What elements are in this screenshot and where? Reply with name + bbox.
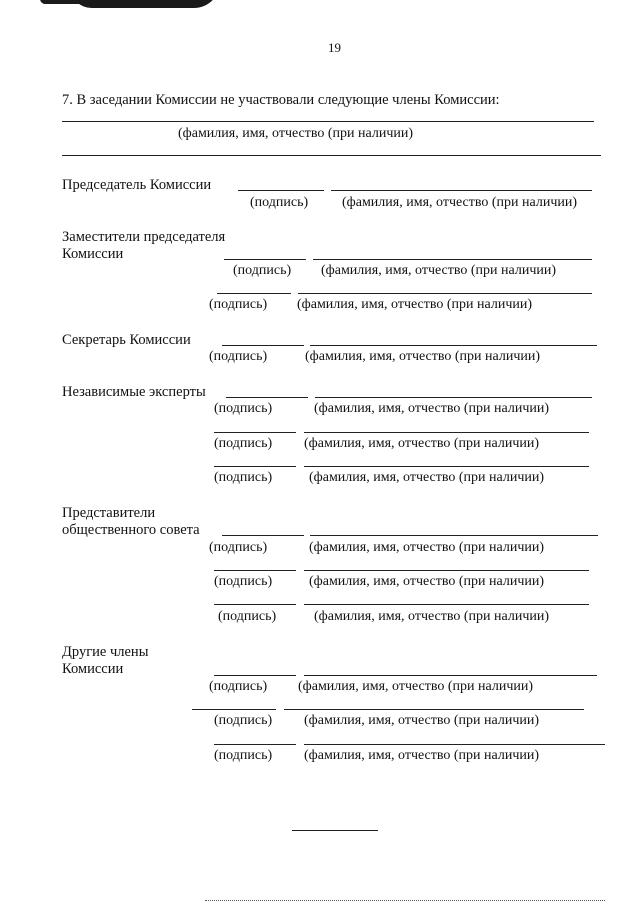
others-label-line2: Комиссии — [62, 661, 124, 677]
signature-caption: (подпись) — [214, 401, 273, 416]
fio-caption: (фамилия, имя, отчество (при наличии) — [309, 470, 545, 485]
fio-line — [310, 535, 598, 536]
signature-line — [214, 744, 296, 745]
fio-caption: (фамилия, имя, отчество (при наличии) — [298, 679, 534, 694]
page-bottom-edge — [0, 898, 640, 905]
fio-line — [310, 345, 597, 346]
deputies-label-line2: Комиссии — [62, 246, 124, 262]
signature-caption: (подпись) — [209, 679, 268, 694]
others-label-line1: Другие члены — [62, 644, 149, 660]
signature-line — [224, 259, 306, 260]
signature-caption: (подпись) — [250, 195, 309, 210]
fio-line — [304, 432, 589, 433]
signature-line — [192, 709, 276, 710]
fio-line — [331, 190, 592, 191]
fio-line — [298, 293, 592, 294]
fio-line — [304, 466, 589, 467]
fio-caption: (фамилия, имя, отчество (при наличии) — [304, 436, 540, 451]
absent-members-line — [62, 155, 601, 156]
fio-line — [284, 709, 584, 710]
signature-caption: (подпись) — [209, 540, 268, 555]
deputies-label-line1: Заместители председателя — [62, 229, 226, 245]
signature-line — [214, 466, 296, 467]
fio-caption: (фамилия, имя, отчество (при наличии) — [297, 297, 533, 312]
signature-caption: (подпись) — [214, 574, 273, 589]
fio-caption: (фамилия, имя, отчество (при наличии) — [309, 574, 545, 589]
signature-line — [217, 293, 291, 294]
fio-caption: (фамилия, имя, отчество (при наличии) — [304, 713, 540, 728]
signature-caption: (подпись) — [214, 748, 273, 763]
page-top-edge-shadow — [0, 0, 640, 12]
chairman-label: Председатель Комиссии — [62, 177, 212, 193]
fio-line — [304, 570, 589, 571]
signature-line — [214, 675, 296, 676]
signature-caption: (подпись) — [209, 349, 268, 364]
fio-caption: (фамилия, имя, отчество (при наличии) — [178, 126, 414, 141]
fio-line — [304, 604, 589, 605]
council-label-line1: Представители — [62, 505, 156, 521]
council-label-line2: общественного совета — [62, 522, 200, 538]
signature-caption: (подпись) — [233, 263, 292, 278]
fio-caption: (фамилия, имя, отчество (при наличии) — [314, 401, 550, 416]
secretary-label: Секретарь Комиссии — [62, 332, 191, 348]
signature-line — [238, 190, 324, 191]
fio-caption: (фамилия, имя, отчество (при наличии) — [305, 349, 541, 364]
signature-line — [214, 604, 296, 605]
absent-members-line — [62, 121, 594, 122]
fio-line — [315, 397, 592, 398]
fio-caption: (фамилия, имя, отчество (при наличии) — [309, 540, 545, 555]
signature-caption: (подпись) — [218, 609, 277, 624]
page-number: 19 — [328, 40, 341, 55]
scan-artifact — [40, 0, 100, 4]
fio-caption: (фамилия, имя, отчество (при наличии) — [314, 609, 550, 624]
signature-caption: (подпись) — [214, 713, 273, 728]
end-of-document-rule — [292, 830, 378, 831]
fio-caption: (фамилия, имя, отчество (при наличии) — [304, 748, 540, 763]
signature-line — [214, 432, 296, 433]
signature-caption: (подпись) — [209, 297, 268, 312]
fio-line — [304, 675, 597, 676]
signature-line — [226, 397, 308, 398]
signature-caption: (подпись) — [214, 470, 273, 485]
signature-caption: (подпись) — [214, 436, 273, 451]
fio-line — [313, 259, 592, 260]
fio-caption: (фамилия, имя, отчество (при наличии) — [342, 195, 578, 210]
experts-label: Независимые эксперты — [62, 384, 206, 400]
scan-artifact — [205, 900, 605, 901]
section-heading: 7. В заседании Комиссии не участвовали следующие члены Комиссии: — [62, 92, 500, 108]
signature-line — [222, 345, 304, 346]
fio-caption: (фамилия, имя, отчество (при наличии) — [321, 263, 557, 278]
fio-line — [304, 744, 605, 745]
signature-line — [222, 535, 304, 536]
signature-line — [214, 570, 296, 571]
